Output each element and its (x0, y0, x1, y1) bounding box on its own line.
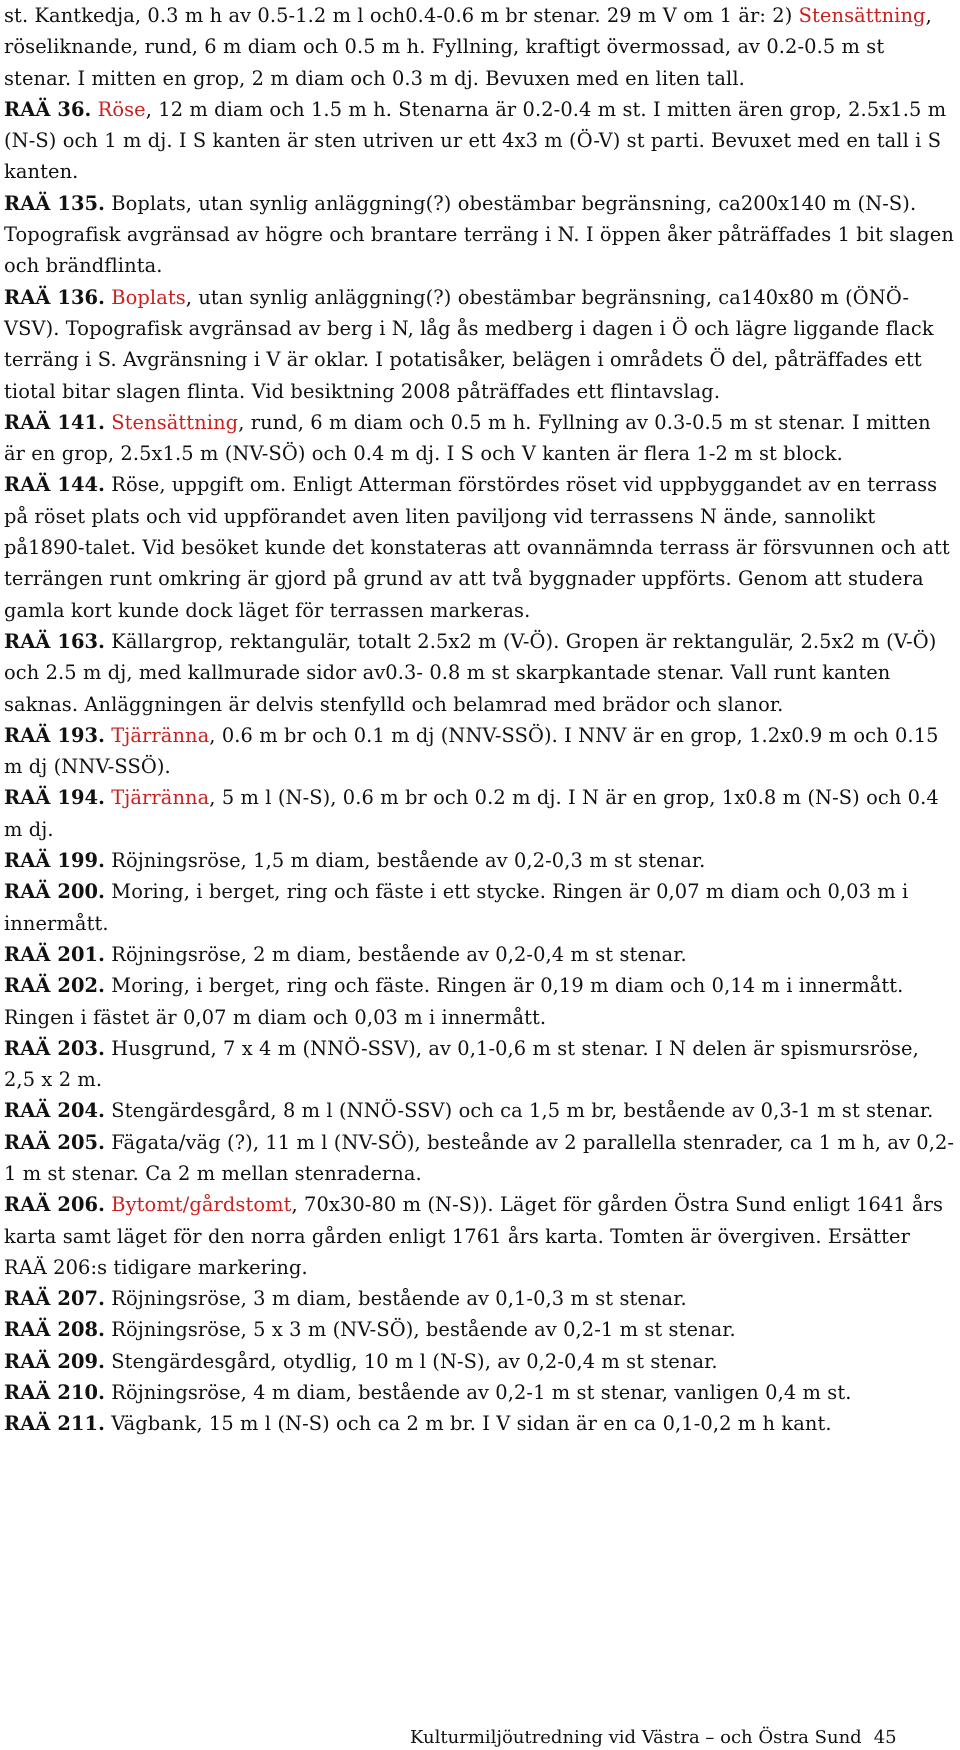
highlighted-term: Stensättning (111, 410, 239, 434)
entry-text: , 12 m diam och 1.5 m h. Stenarna är 0.2-0.4 m st. I mitten ären grop, 2.5x1.5 m (N-S) och 1 m dj. I S kanten är sten utriven ur ett 4x3 m (Ö-V) st parti. Bevuxet med en tall i S kanten. (4, 97, 947, 184)
entry-id: RAÄ 141. (4, 410, 105, 434)
entry-text: , utan synlig anläggning(?) obestämbar begränsning, ca140x80 m (ÖNÖ-VSV). Topografisk avgränsad av berg i N, låg ås medberg i dagen i Ö och lägre liggande flack terräng i S. Avgränsning i V är oklar. I potatisåker, belägen i områdets Ö del, påträffades ett tiotal bitar slagen flinta. Vid besiktning 2008 påträffades ett flintavslag. (4, 285, 934, 403)
document-body (4, 0, 956, 1440)
page-footer (410, 1726, 897, 1750)
entry-paragraph (4, 1127, 956, 1190)
entry-paragraph (4, 1408, 956, 1439)
entry-id: RAÄ 202. (4, 974, 105, 998)
entry-text: Moring, i berget, ring och fäste i ett stycke. Ringen är 0,07 m diam och 0,03 m i innermått. (4, 880, 909, 935)
entry-paragraph (4, 845, 956, 876)
highlighted-term: Stensättning (798, 4, 926, 27)
entry-text: Källargrop, rektangulär, totalt 2.5x2 m (V-Ö). Gropen är rektangulär, 2.5x2 m (V-Ö) och 2.5 m dj, med kallmurade sidor av0.3- 0.8 m st skarpkantade stenar. Vall runt kanten saknas. Anläggningen är delvis stenfylld och belamrad med brädor och slanor. (4, 629, 937, 716)
highlighted-term: Boplats (111, 285, 186, 309)
entry-paragraph (4, 282, 956, 407)
entry-paragraph (4, 0, 956, 94)
entry-id: RAÄ 136. (4, 285, 105, 309)
entry-paragraph (4, 94, 956, 188)
entry-text: Röjningsröse, 1,5 m diam, bestående av 0,2-0,3 m st stenar. (104, 849, 706, 873)
entry-text: Stengärdesgård, 8 m l (NNÖ-SSV) och ca 1,5 m br, bestående av 0,3-1 m st stenar. (104, 1099, 934, 1123)
entry-paragraph (4, 188, 956, 282)
footer-title: Kulturmiljöutredning vid Västra – och Östra Sund (410, 1727, 862, 1748)
entry-paragraph (4, 1283, 956, 1314)
entry-id: RAÄ 206. (4, 1193, 105, 1217)
entry-paragraph (4, 1346, 956, 1377)
entry-text: , röseliknande, rund, 6 m diam och 0.5 m h. Fyllning, kraftigt övermossad, av 0.2-0.5 m st stenar. I mitten en grop, 2 m diam och 0.3 m dj. Bevuxen med en liten tall. (4, 4, 932, 90)
entry-paragraph (4, 469, 956, 625)
entry-text: Röjningsröse, 5 x 3 m (NV-SÖ), bestående av 0,2-1 m st stenar. (104, 1318, 736, 1342)
entry-id: RAÄ 201. (4, 942, 105, 966)
entry-id: RAÄ 36. (4, 97, 92, 121)
entry-text: Moring, i berget, ring och fäste. Ringen är 0,19 m diam och 0,14 m i innermått. Ringen i fästet är 0,07 m diam och 0,03 m i innermått. (4, 974, 904, 1029)
entry-id: RAÄ 135. (4, 191, 105, 215)
entry-id: RAÄ 209. (4, 1349, 105, 1373)
entry-paragraph (4, 782, 956, 845)
entry-id: RAÄ 211. (4, 1412, 105, 1436)
entry-id: RAÄ 163. (4, 629, 105, 653)
entry-text: Husgrund, 7 x 4 m (NNÖ-SSV), av 0,1-0,6 m st stenar. I N delen är spismursröse, 2,5 x 2 m. (4, 1036, 919, 1092)
entry-text: Röjningsröse, 3 m diam, bestående av 0,1-0,3 m st stenar. (104, 1287, 687, 1311)
entry-text: Röjningsröse, 4 m diam, bestående av 0,2-1 m st stenar, vanligen 0,4 m st. (104, 1381, 852, 1405)
highlighted-term: Bytomt/gårdstomt (111, 1193, 292, 1217)
entry-text: , rund, 6 m diam och 0.5 m h. Fyllning av 0.3-0.5 m st stenar. I mitten är en grop, 2.5x1.5 m (NV-SÖ) och 0.4 m dj. I S och V kanten är flera 1-2 m st block. (4, 410, 931, 466)
entry-id: RAÄ 199. (4, 849, 105, 873)
entry-paragraph (4, 1033, 956, 1096)
entry-paragraph (4, 1314, 956, 1345)
entry-paragraph (4, 970, 956, 1033)
entry-text: Boplats, utan synlig anläggning(?) obestämbar begränsning, ca200x140 m (N-S). Topografisk avgränsad av högre och brantare terräng i N. I öppen åker påträffades 1 bit slagen och brändflinta. (4, 191, 954, 278)
entry-id: RAÄ 203. (4, 1036, 105, 1060)
entry-id: RAÄ 200. (4, 880, 105, 904)
entry-text: Fägata/väg (?), 11 m l (NV-SÖ), besteånde av 2 parallella stenrader, ca 1 m h, av 0,2-1 m st stenar. Ca 2 m mellan stenraderna. (4, 1130, 955, 1185)
entry-paragraph (4, 939, 956, 970)
entry-paragraph (4, 1377, 956, 1408)
entry-paragraph (4, 720, 956, 783)
entry-paragraph (4, 876, 956, 939)
entry-paragraph (4, 1189, 956, 1283)
entry-text: , 0.6 m br och 0.1 m dj (NNV-SSÖ). I NNV är en grop, 1.2x0.9 m och 0.15 m dj (NNV-SSÖ). (4, 723, 939, 779)
entry-text: , 70x30-80 m (N-S)). Läget för gården Östra Sund enligt 1641 års karta samt läget för den norra gården enligt 1761 års karta. Tomten är övergiven. Ersätter RAÄ 206:s tidigare markering. (4, 1193, 944, 1279)
entry-id: RAÄ 207. (4, 1287, 105, 1311)
page-number: 45 (873, 1727, 897, 1748)
entry-text: Vägbank, 15 m l (N-S) och ca 2 m br. I V sidan är en ca 0,1-0,2 m h kant. (104, 1412, 832, 1436)
entry-text: Stengärdesgård, otydlig, 10 m l (N-S), av 0,2-0,4 m st stenar. (104, 1349, 718, 1373)
entry-text: st. Kantkedja, 0.3 m h av 0.5-1.2 m l och0.4-0.6 m br stenar. 29 m V om 1 är: 2) (4, 4, 799, 27)
entry-paragraph (4, 407, 956, 470)
highlighted-term: Röse (97, 97, 146, 121)
entry-paragraph (4, 1095, 956, 1126)
entry-id: RAÄ 193. (4, 723, 105, 747)
entry-text: , 5 m l (N-S), 0.6 m br och 0.2 m dj. I N är en grop, 1x0.8 m (N-S) och 0.4 m dj. (4, 786, 939, 841)
entry-id: RAÄ 208. (4, 1318, 105, 1342)
highlighted-term: Tjärränna (111, 786, 210, 810)
highlighted-term: Tjärränna (111, 723, 210, 747)
entry-paragraph (4, 626, 956, 720)
entry-text: Röjningsröse, 2 m diam, bestående av 0,2-0,4 m st stenar. (104, 942, 687, 966)
entry-id: RAÄ 194. (4, 786, 105, 810)
entry-id: RAÄ 210. (4, 1381, 105, 1405)
entry-id: RAÄ 144. (4, 473, 105, 497)
entry-id: RAÄ 205. (4, 1130, 105, 1154)
entry-id: RAÄ 204. (4, 1099, 105, 1123)
entry-text: Röse, uppgift om. Enligt Atterman förstördes röset vid uppbyggandet av en terrass på röset plats och vid uppförandet aven liten paviljong vid terrassens N ände, sannolikt på1890-talet. Vid besöket kunde det konstateras att ovannämnda terrass är försvunnen och att terrängen runt omkring är gjord på grund av att två byggnader uppförts. Genom att studera gamla kort kunde dock läget för terrassen markeras. (4, 473, 950, 622)
